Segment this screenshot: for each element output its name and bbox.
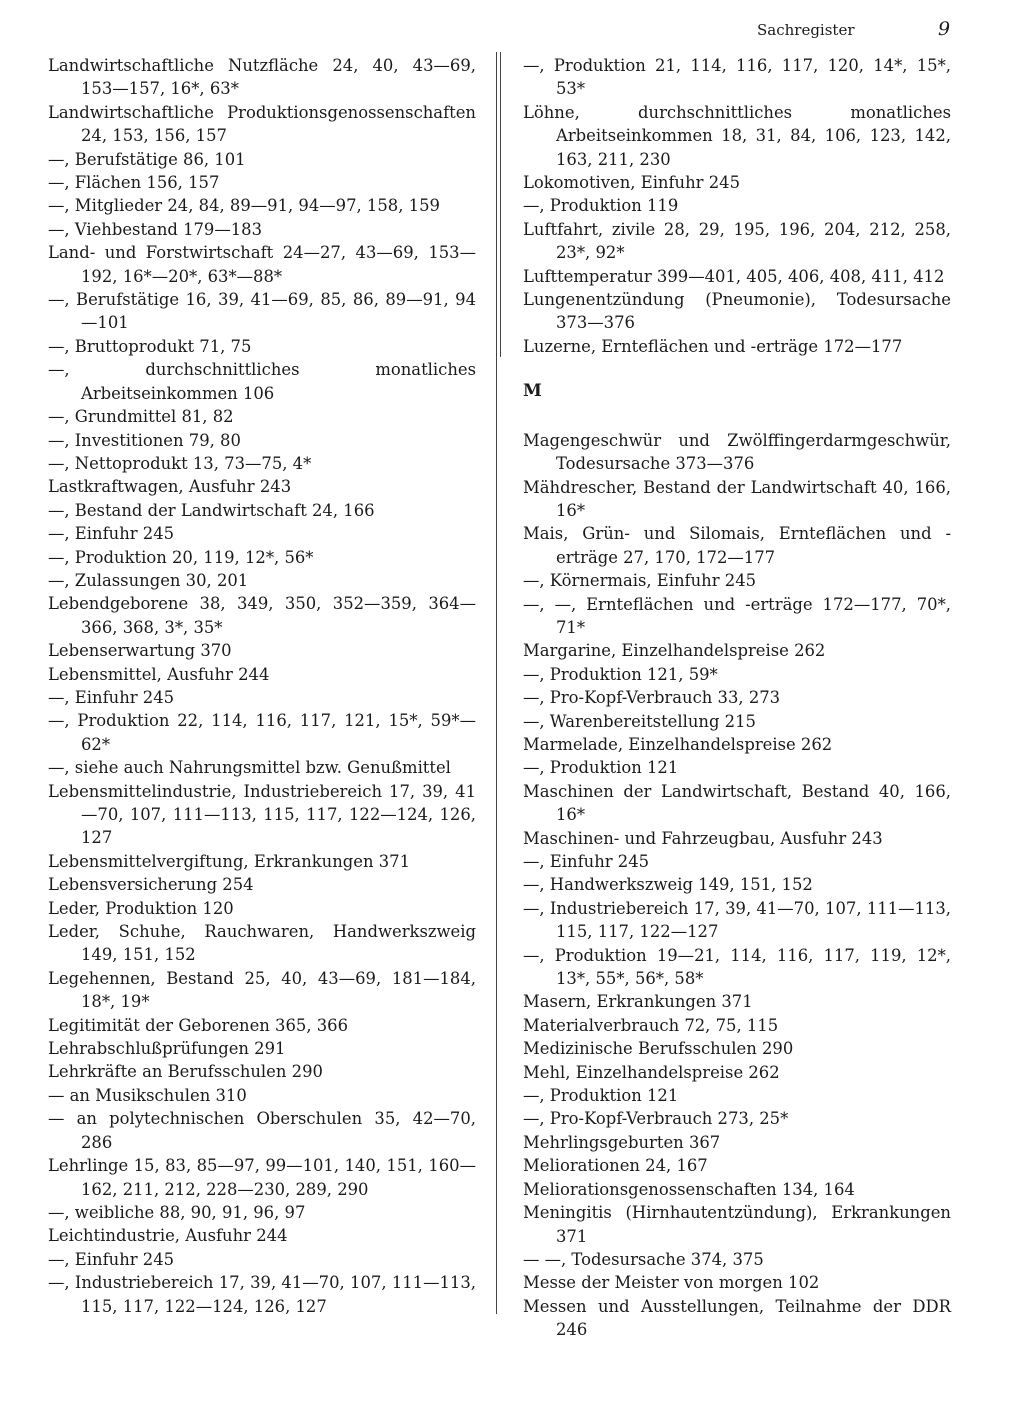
index-entry: Maschinen der Landwirtschaft, Bestand 40, 166, 16* [523,781,951,825]
index-entry: Lebendgeborene 38, 349, 350, 352—359, 364—366, 368, 3*, 35* [48,594,476,637]
index-entry: —, Bruttoprodukt 71, 75 [48,336,252,356]
index-entry: Luftfahrt, zivile 28, 29, 195, 196, 204, 212, 258, 23*, 92* [523,219,951,263]
index-entry: —, Einfuhr 245 [48,687,175,707]
index-entry: —, Produktion 121, 59* [523,664,718,684]
index-entry: —, Einfuhr 245 [523,852,650,871]
index-entry: —, Warenbereitstellung 215 [523,711,756,731]
index-entry: Leichtindustrie, Ausfuhr 244 [48,1226,288,1246]
index-entry: Legitimität der Geborenen 365, 366 [48,1015,349,1035]
index-entry: —, Einfuhr 245 [48,1249,175,1269]
index-entry: Leder, Schuhe, Rauchwaren, Handwerkszweig 149, 151, 152 [48,922,476,965]
index-entry: Lebenserwartung 370 [48,641,232,661]
index-entry: —, Körnermais, Einfuhr 245 [523,571,757,591]
index-entry: Marmelade, Einzelhandelspreise 262 [523,734,833,754]
index-entry: Mehl, Einzelhandelspreise 262 [523,1062,780,1082]
index-entry: —, Investitionen 79, 80 [48,430,241,450]
page-header [0,18,1024,44]
index-entry: Legehennen, Bestand 25, 40, 43—69, 181—184, 18*, 19* [48,968,476,1012]
index-entry: —, Flächen 156, 157 [48,173,220,193]
index-entry: Mähdrescher, Bestand der Landwirtschaft 40, 166, 16* [523,477,951,520]
index-entry: Lebensmittelindustrie, Industriebereich 17, 39, 41—70, 107, 111—113, 115, 117, 122—124, 126, 127 [48,781,476,848]
section-letter: M [523,381,542,402]
index-entry: —, Produktion 121 [523,1086,679,1106]
index-entry: Lastkraftwagen, Ausfuhr 243 [48,477,292,497]
index-entry: —, Pro-Kopf-Verbrauch 273, 25* [523,1109,789,1129]
index-entry: Messe der Meister von morgen 102 [523,1273,820,1293]
index-entry: —, siehe auch Nahrungsmittel bzw. Genußmittel [48,758,451,778]
index-entry: Messen und Ausstellungen, Teilnahme der DDR 246 [523,1296,951,1340]
index-entry: Materialverbrauch 72, 75, 115 [523,1015,779,1035]
index-entry: Lufttemperatur 399—401, 405, 406, 408, 411, 412 [523,266,945,286]
index-entry: Meliorationen 24, 167 [523,1156,708,1176]
index-entry: —, Grundmittel 81, 82 [48,407,234,427]
index-entry: —, Viehbestand 179—183 [48,219,263,239]
index-entry: Magengeschwür und Zwölffingerdarmgeschwür, Todesursache 373—376 [523,430,951,474]
index-entry: Margarine, Einzelhandelspreise 262 [523,641,826,661]
index-entry: Lehrabschlußprüfungen 291 [48,1039,286,1059]
index-entry: —, Mitglieder 24, 84, 89—91, 94—97, 158, 159 [48,196,440,216]
page-number: 9 [938,18,951,40]
index-entry: Medizinische Berufsschulen 290 [523,1039,794,1059]
index-entry: —, weibliche 88, 90, 91, 96, 97 [48,1202,306,1222]
index-group-l [523,54,951,358]
index-entry: Lokomotiven, Einfuhr 245 [523,173,740,193]
index-entry: Masern, Erkrankungen 371 [523,992,753,1012]
index-entry: Löhne, durchschnittliches monatliches Arbeitseinkommen 18, 31, 84, 106, 123, 142, 163, 211, 230 [523,102,951,169]
index-entry: —, durchschnittliches monatliches Arbeitseinkommen 106 [48,360,476,403]
index-entry: — an Musikschulen 310 [48,1085,247,1105]
index-entry: —, Berufstätige 16, 39, 41—69, 85, 86, 89—91, 94—101 [48,290,476,333]
index-entry: —, Bestand der Landwirtschaft 24, 166 [48,500,375,520]
index-entry: Lehrkräfte an Berufsschulen 290 [48,1062,323,1082]
index-entry: —, Einfuhr 245 [48,524,175,544]
index-entry: Lebensmittel, Ausfuhr 244 [48,664,270,684]
index-entry: —, Produktion 121 [523,758,679,778]
index-entry: Lebensmittelvergiftung, Erkrankungen 371 [48,851,411,871]
index-entry: —, Produktion 22, 114, 116, 117, 121, 15*, 59*—62* [48,711,476,754]
index-entry: —, Industriebereich 17, 39, 41—70, 107, 111—113, 115, 117, 122—124, 126, 127 [48,1273,476,1316]
index-entry: — an polytechnischen Oberschulen 35, 42—70, 286 [48,1109,476,1152]
index-entry: —, —, Ernteflächen und -erträge 172—177, 70*, 71* [523,594,951,637]
index-entry: —, Handwerkszweig 149, 151, 152 [523,875,813,895]
index-column-right [523,54,951,1342]
index-entry: Luzerne, Ernteflächen und -erträge 172—177 [523,336,903,356]
index-entry: —, Pro-Kopf-Verbrauch 33, 273 [523,688,781,708]
index-column-left [48,54,476,1318]
index-entry: —, Zulassungen 30, 201 [48,570,249,590]
index-entry: Mais, Grün- und Silomais, Ernteflächen und -erträge 27, 170, 172—177 [523,524,951,567]
index-entry: — —, Todesursache 374, 375 [523,1249,764,1269]
index-entry: Mehrlingsgeburten 367 [523,1132,721,1152]
index-entry: —, Nettoprodukt 13, 73—75, 4* [48,453,312,473]
index-entry: Lebensversicherung 254 [48,875,254,895]
index-entry: Lehrlinge 15, 83, 85—97, 99—101, 140, 151, 160—162, 211, 212, 228—230, 289, 290 [48,1156,476,1199]
index-entry: Landwirtschaftliche Nutzfläche 24, 40, 43—69, 153—157, 16*, 63* [48,56,476,99]
running-head: Sachregister [757,21,855,39]
index-entry: Meliorationsgenossenschaften 134, 164 [523,1179,855,1199]
index-entry: Lungenentzündung (Pneumonie), Todesursache 373—376 [523,290,951,333]
index-entry: —, Produktion 19—21, 114, 116, 117, 119, 12*, 13*, 55*, 56*, 58* [523,945,951,989]
index-entry: Leder, Produktion 120 [48,898,234,918]
index-entry: —, Produktion 20, 119, 12*, 56* [48,547,314,567]
index-entry: Meningitis (Hirnhautentzündung), Erkrankungen 371 [523,1203,951,1246]
index-group-m [523,429,951,1342]
index-entry: Landwirtschaftliche Produktionsgenossenschaften 24, 153, 156, 157 [48,102,476,146]
index-entry: —, Industriebereich 17, 39, 41—70, 107, 111—113, 115, 117, 122—127 [523,898,951,942]
index-entry: —, Berufstätige 86, 101 [48,149,246,169]
column-divider [496,52,497,1314]
index-entry: Maschinen- und Fahrzeugbau, Ausfuhr 243 [523,828,883,848]
index-entry: —, Produktion 119 [523,196,679,216]
index-entry: Land- und Forstwirtschaft 24—27, 43—69, 153—192, 16*—20*, 63*—88* [48,243,476,286]
index-entry: —, Produktion 21, 114, 116, 117, 120, 14*, 15*, 53* [523,56,951,99]
column-divider-double [500,52,501,357]
